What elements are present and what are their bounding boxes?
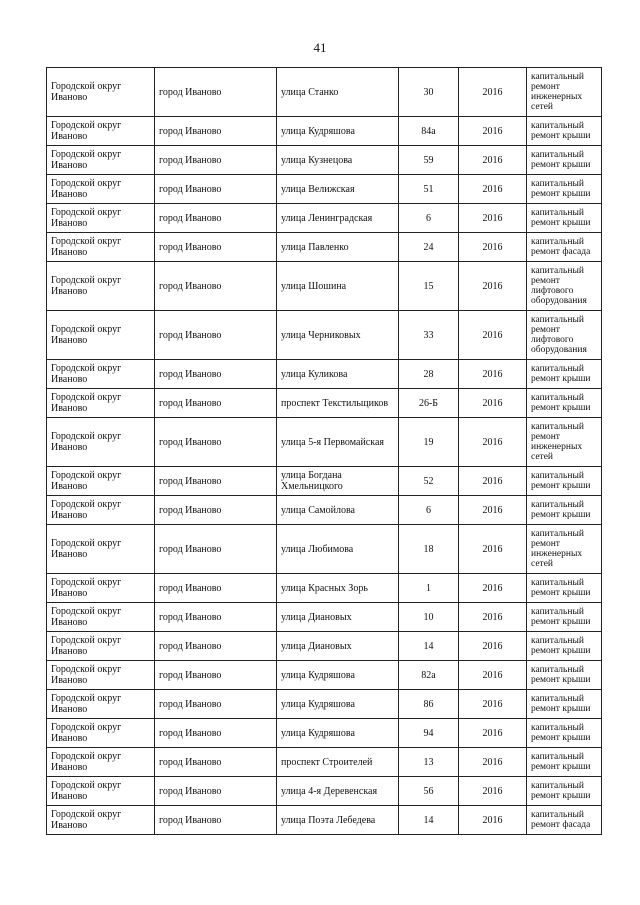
district-cell: Городской округ Иваново [47, 68, 155, 117]
district-cell: Городской округ Иваново [47, 117, 155, 146]
district-cell: Городской округ Иваново [47, 525, 155, 574]
work-type-cell: капитальный ремонт крыши [527, 204, 602, 233]
street-cell: улица Черниковых [277, 311, 399, 360]
city-cell: город Иваново [155, 262, 277, 311]
street-cell: улица Поэта Лебедева [277, 806, 399, 835]
street-cell: улица Кудряшова [277, 117, 399, 146]
city-cell: город Иваново [155, 690, 277, 719]
city-cell: город Иваново [155, 748, 277, 777]
work-type-cell: капитальный ремонт крыши [527, 574, 602, 603]
year-cell: 2016 [459, 233, 527, 262]
city-cell: город Иваново [155, 525, 277, 574]
year-cell: 2016 [459, 777, 527, 806]
house-number-cell: 14 [399, 806, 459, 835]
work-type-cell: капитальный ремонт инженерных сетей [527, 525, 602, 574]
district-cell: Городской округ Иваново [47, 748, 155, 777]
street-cell: улица Куликова [277, 360, 399, 389]
street-cell: улица Станко [277, 68, 399, 117]
city-cell: город Иваново [155, 467, 277, 496]
street-cell: улица Кузнецова [277, 146, 399, 175]
year-cell: 2016 [459, 690, 527, 719]
street-cell: проспект Строителей [277, 748, 399, 777]
city-cell: город Иваново [155, 204, 277, 233]
year-cell: 2016 [459, 748, 527, 777]
work-type-cell: капитальный ремонт инженерных сетей [527, 418, 602, 467]
year-cell: 2016 [459, 360, 527, 389]
district-cell: Городской округ Иваново [47, 632, 155, 661]
table-row [47, 175, 602, 204]
city-cell: город Иваново [155, 117, 277, 146]
table-row [47, 262, 602, 311]
year-cell: 2016 [459, 389, 527, 418]
house-number-cell: 59 [399, 146, 459, 175]
table-row [47, 719, 602, 748]
year-cell: 2016 [459, 418, 527, 467]
street-cell: улица Шошина [277, 262, 399, 311]
district-cell: Городской округ Иваново [47, 175, 155, 204]
district-cell: Городской округ Иваново [47, 496, 155, 525]
work-type-cell: капитальный ремонт крыши [527, 467, 602, 496]
table-row [47, 661, 602, 690]
year-cell: 2016 [459, 262, 527, 311]
district-cell: Городской округ Иваново [47, 603, 155, 632]
city-cell: город Иваново [155, 418, 277, 467]
house-number-cell: 24 [399, 233, 459, 262]
year-cell: 2016 [459, 719, 527, 748]
work-type-cell: капитальный ремонт крыши [527, 146, 602, 175]
work-type-cell: капитальный ремонт фасада [527, 233, 602, 262]
district-cell: Городской округ Иваново [47, 806, 155, 835]
house-number-cell: 28 [399, 360, 459, 389]
house-number-cell: 19 [399, 418, 459, 467]
house-number-cell: 1 [399, 574, 459, 603]
work-type-cell: капитальный ремонт крыши [527, 777, 602, 806]
street-cell: улица 5-я Первомайская [277, 418, 399, 467]
house-number-cell: 6 [399, 496, 459, 525]
work-type-cell: капитальный ремонт крыши [527, 690, 602, 719]
work-type-cell: капитальный ремонт крыши [527, 496, 602, 525]
house-number-cell: 84а [399, 117, 459, 146]
district-cell: Городской округ Иваново [47, 777, 155, 806]
table-row [47, 632, 602, 661]
house-number-cell: 82а [399, 661, 459, 690]
district-cell: Городской округ Иваново [47, 719, 155, 748]
district-cell: Городской округ Иваново [47, 360, 155, 389]
street-cell: улица Кудряшова [277, 690, 399, 719]
repair-registry-table [46, 67, 602, 835]
house-number-cell: 94 [399, 719, 459, 748]
street-cell: улица Павленко [277, 233, 399, 262]
street-cell: улица Диановых [277, 603, 399, 632]
street-cell: улица Любимова [277, 525, 399, 574]
table-row [47, 311, 602, 360]
work-type-cell: капитальный ремонт крыши [527, 389, 602, 418]
year-cell: 2016 [459, 525, 527, 574]
work-type-cell: капитальный ремонт крыши [527, 632, 602, 661]
work-type-cell: капитальный ремонт крыши [527, 603, 602, 632]
table-row [47, 525, 602, 574]
street-cell: улица Кудряшова [277, 719, 399, 748]
street-cell: улица Красных Зорь [277, 574, 399, 603]
table-row [47, 748, 602, 777]
table-row [47, 806, 602, 835]
city-cell: город Иваново [155, 68, 277, 117]
table-row [47, 777, 602, 806]
district-cell: Городской округ Иваново [47, 146, 155, 175]
district-cell: Городской округ Иваново [47, 661, 155, 690]
city-cell: город Иваново [155, 603, 277, 632]
work-type-cell: капитальный ремонт крыши [527, 661, 602, 690]
district-cell: Городской округ Иваново [47, 690, 155, 719]
year-cell: 2016 [459, 311, 527, 360]
table-row [47, 496, 602, 525]
table-row [47, 360, 602, 389]
city-cell: город Иваново [155, 389, 277, 418]
table-row [47, 690, 602, 719]
table-row [47, 204, 602, 233]
street-cell: улица Велижская [277, 175, 399, 204]
year-cell: 2016 [459, 574, 527, 603]
house-number-cell: 56 [399, 777, 459, 806]
city-cell: город Иваново [155, 360, 277, 389]
year-cell: 2016 [459, 68, 527, 117]
house-number-cell: 6 [399, 204, 459, 233]
table-row [47, 146, 602, 175]
house-number-cell: 26-Б [399, 389, 459, 418]
street-cell: улица Самойлова [277, 496, 399, 525]
district-cell: Городской округ Иваново [47, 418, 155, 467]
city-cell: город Иваново [155, 146, 277, 175]
street-cell: улица Богдана Хмельницкого [277, 467, 399, 496]
house-number-cell: 14 [399, 632, 459, 661]
work-type-cell: капитальный ремонт крыши [527, 719, 602, 748]
work-type-cell: капитальный ремонт крыши [527, 175, 602, 204]
district-cell: Городской округ Иваново [47, 311, 155, 360]
city-cell: город Иваново [155, 311, 277, 360]
table-row [47, 68, 602, 117]
street-cell: улица 4-я Деревенская [277, 777, 399, 806]
table-row [47, 233, 602, 262]
work-type-cell: капитальный ремонт крыши [527, 117, 602, 146]
house-number-cell: 10 [399, 603, 459, 632]
year-cell: 2016 [459, 661, 527, 690]
year-cell: 2016 [459, 146, 527, 175]
table-row [47, 603, 602, 632]
house-number-cell: 52 [399, 467, 459, 496]
year-cell: 2016 [459, 117, 527, 146]
city-cell: город Иваново [155, 719, 277, 748]
district-cell: Городской округ Иваново [47, 262, 155, 311]
work-type-cell: капитальный ремонт инженерных сетей [527, 68, 602, 117]
street-cell: улица Ленинградская [277, 204, 399, 233]
year-cell: 2016 [459, 496, 527, 525]
table-row [47, 418, 602, 467]
street-cell: проспект Текстильщиков [277, 389, 399, 418]
work-type-cell: капитальный ремонт фасада [527, 806, 602, 835]
work-type-cell: капитальный ремонт лифтового оборудования [527, 311, 602, 360]
work-type-cell: капитальный ремонт лифтового оборудования [527, 262, 602, 311]
work-type-cell: капитальный ремонт крыши [527, 360, 602, 389]
district-cell: Городской округ Иваново [47, 389, 155, 418]
year-cell: 2016 [459, 175, 527, 204]
year-cell: 2016 [459, 204, 527, 233]
year-cell: 2016 [459, 806, 527, 835]
city-cell: город Иваново [155, 233, 277, 262]
district-cell: Городской округ Иваново [47, 233, 155, 262]
district-cell: Городской округ Иваново [47, 204, 155, 233]
city-cell: город Иваново [155, 574, 277, 603]
house-number-cell: 18 [399, 525, 459, 574]
city-cell: город Иваново [155, 175, 277, 204]
street-cell: улица Диановых [277, 632, 399, 661]
table-row [47, 117, 602, 146]
city-cell: город Иваново [155, 632, 277, 661]
city-cell: город Иваново [155, 496, 277, 525]
table-row [47, 389, 602, 418]
house-number-cell: 86 [399, 690, 459, 719]
year-cell: 2016 [459, 632, 527, 661]
house-number-cell: 15 [399, 262, 459, 311]
house-number-cell: 13 [399, 748, 459, 777]
district-cell: Городской округ Иваново [47, 467, 155, 496]
table-row [47, 467, 602, 496]
table-row [47, 574, 602, 603]
street-cell: улица Кудряшова [277, 661, 399, 690]
city-cell: город Иваново [155, 777, 277, 806]
house-number-cell: 51 [399, 175, 459, 204]
city-cell: город Иваново [155, 806, 277, 835]
year-cell: 2016 [459, 467, 527, 496]
city-cell: город Иваново [155, 661, 277, 690]
table-body [47, 68, 602, 835]
work-type-cell: капитальный ремонт крыши [527, 748, 602, 777]
house-number-cell: 30 [399, 68, 459, 117]
year-cell: 2016 [459, 603, 527, 632]
district-cell: Городской округ Иваново [47, 574, 155, 603]
house-number-cell: 33 [399, 311, 459, 360]
page-number: 41 [313, 40, 327, 55]
